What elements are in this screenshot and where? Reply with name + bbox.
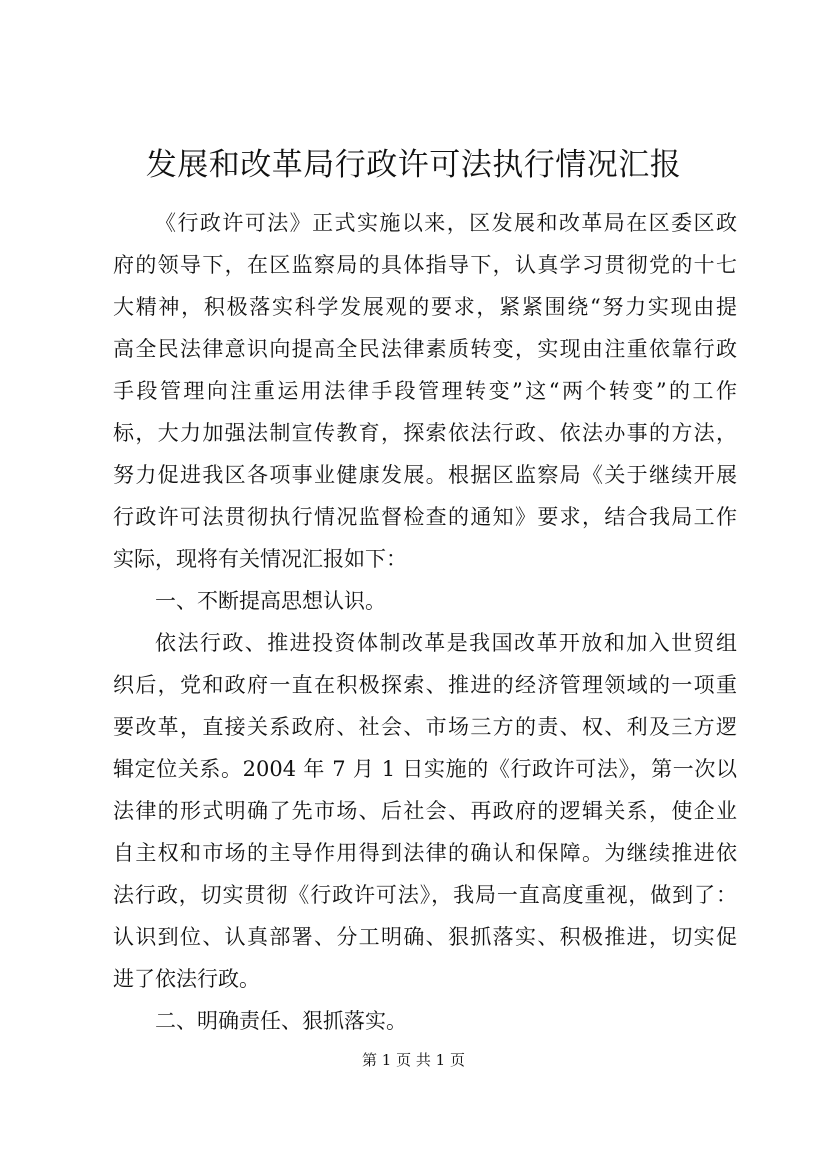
section-heading-2: 二、明确责任、狠抓落实。 — [155, 1009, 407, 1033]
text-line: 要改革，直接关系政府、社会、市场三方的责、权、利及三方逻 — [113, 715, 737, 739]
text-line: 自主权和市场的主导作用得到法律的确认和保障。为继续推进依 — [113, 841, 737, 865]
page-footer: 第 1 页 共 1 页 — [362, 1051, 465, 1069]
text-line: 标，大力加强法制宣传教育，探索依法行政、依法办事的方法， — [113, 421, 737, 445]
text-line: 行政许可法贯彻执行情况监督检查的通知》要求，结合我局工作 — [113, 505, 737, 529]
text-line: 大精神，积极落实科学发展观的要求，紧紧围绕“努力实现由提 — [113, 295, 737, 319]
text-line: 努力促进我区各项事业健康发展。根据区监察局《关于继续开展 — [113, 463, 737, 487]
text-line: 法律的形式明确了先市场、后社会、再政府的逻辑关系，使企业 — [113, 799, 737, 823]
text-line: 依法行政、推进投资体制改革是我国改革开放和加入世贸组 — [155, 631, 737, 655]
document-title: 发展和改革局行政许可法执行情况汇报 — [145, 147, 682, 183]
text-line: 《行政许可法》正式实施以来，区发展和改革局在区委区政 — [155, 211, 737, 235]
text-line: 认识到位、认真部署、分工明确、狠抓落实、积极推进，切实促 — [113, 925, 737, 949]
text-line: 实际，现将有关情况汇报如下： — [113, 547, 407, 571]
document-body — [113, 202, 737, 1042]
text-line: 辑定位关系。2004 年 7 月 1 日实施的《行政许可法》，第一次以 — [113, 757, 737, 781]
paragraph-section-1 — [113, 622, 737, 1000]
text-line: 进了依法行政。 — [113, 967, 260, 991]
text-line: 织后，党和政府一直在积极探索、推进的经济管理领域的一项重 — [113, 673, 737, 697]
text-line: 高全民法律意识向提高全民法律素质转变，实现由注重依靠行政 — [113, 337, 737, 361]
paragraph-intro — [113, 202, 737, 580]
text-line: 府的领导下，在区监察局的具体指导下，认真学习贯彻党的十七 — [113, 253, 737, 277]
text-line: 法行政，切实贯彻《行政许可法》，我局一直高度重视，做到了： — [113, 883, 737, 907]
text-line: 手段管理向注重运用法律手段管理转变”这“两个转变”的工作 — [113, 379, 737, 403]
section-heading-1: 一、不断提高思想认识。 — [155, 589, 386, 613]
